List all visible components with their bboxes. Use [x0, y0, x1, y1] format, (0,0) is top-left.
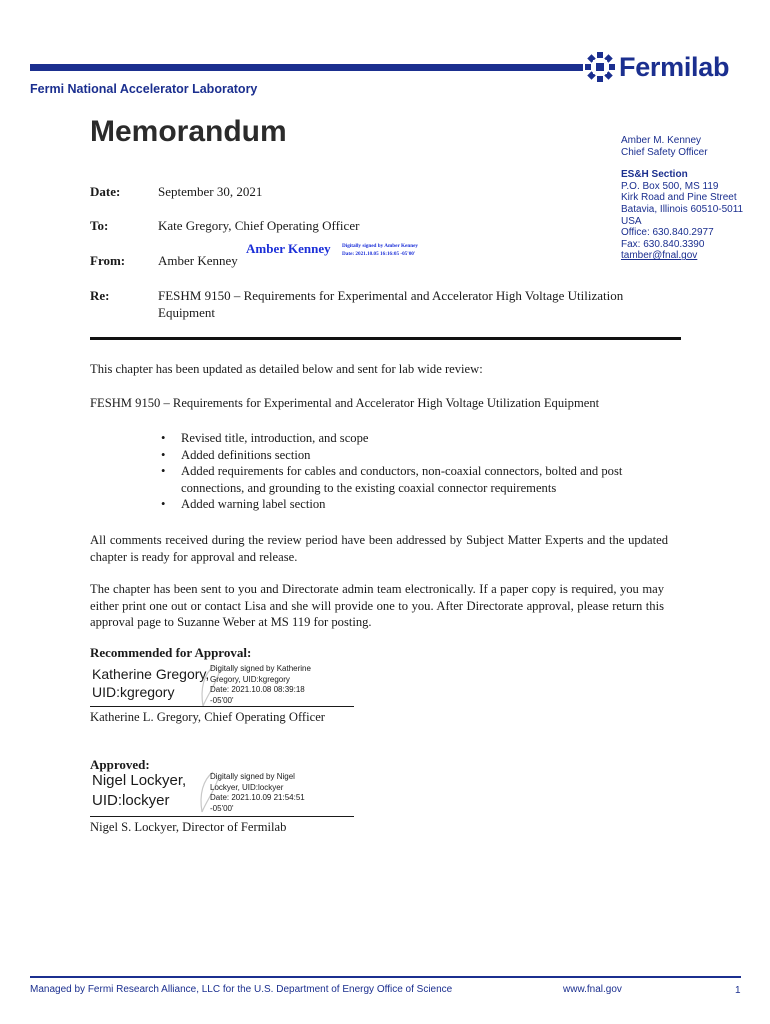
- sender-office: Office: 630.840.2977: [621, 227, 714, 239]
- intro-paragraph: This chapter has been updated as detailed below and sent for lab wide review:: [90, 362, 483, 376]
- sender-name: Amber M. Kenney: [621, 135, 702, 146]
- sender-address-1: P.O. Box 500, MS 119: [621, 180, 719, 192]
- footer-managed-by: Managed by Fermi Research Alliance, LLC for the U.S. Department of Energy Office of Science: [30, 984, 453, 995]
- re-value-line-1: FESHM 9150 – Requirements for Experimental and Accelerator High Voltage Utilization: [158, 288, 624, 303]
- date-label: Date:: [90, 184, 121, 199]
- approved-label: Approved:: [90, 757, 150, 772]
- list-item: • Added requirements for cables and conductors, non-coaxial connectors, bolted and post connections, and grounding to the existing coaxial connector requirements: [161, 463, 683, 496]
- footer-website-link[interactable]: www.fnal.gov: [563, 984, 622, 995]
- to-label: To:: [90, 218, 109, 233]
- signature-block-gregory: [90, 664, 355, 710]
- from-label: From:: [90, 253, 126, 268]
- sender-email-link[interactable]: tamber@fnal.gov: [621, 250, 698, 262]
- signer-name-gregory: Katherine Gregory, UID:kgregory: [92, 666, 210, 700]
- re-value: [158, 288, 623, 321]
- approval-paragraph: The chapter has been sent to you and Directorate admin team electronically. If a paper copy is required, you may either print one out or contact Lisa and she will provide one to you. After Directorate approval, please return this approval page to Suzanne Weber at MS 119 for posting.: [90, 582, 664, 629]
- signature-meta-gregory: Digitally signed by Katherine Gregory, UID:kgregory Date: 2021.10.08 08:39:18 -05'00': [210, 664, 311, 705]
- sender-address-3: Batavia, Illinois 60510-5011: [621, 203, 744, 215]
- re-value-line-2: Equipment: [158, 304, 216, 320]
- signature-line: [90, 816, 354, 817]
- to-value: Kate Gregory, Chief Operating Officer: [158, 218, 360, 233]
- sender-role: Chief Safety Officer: [621, 146, 708, 158]
- signer-caption-lockyer: Nigel S. Lockyer, Director of Fermilab: [90, 820, 287, 834]
- re-label: Re:: [90, 288, 110, 303]
- footer-rule: [30, 976, 741, 978]
- list-item: • Added definitions section: [161, 447, 683, 464]
- signature-block-lockyer: [90, 770, 355, 816]
- header-divider: [90, 337, 681, 340]
- sender-address-2: Kirk Road and Pine Street: [621, 192, 737, 204]
- fermilab-logo: [585, 50, 729, 84]
- fermilab-logo-icon: [585, 52, 615, 82]
- signer-name-lockyer: Nigel Lockyer, UID:lockyer: [92, 772, 187, 809]
- from-digital-signature-name: Amber Kenney: [246, 241, 331, 256]
- signature-line: [90, 706, 354, 707]
- signer-caption-gregory: Katherine L. Gregory, Chief Operating Officer: [90, 710, 325, 724]
- date-value: September 30, 2021: [158, 184, 263, 199]
- from-value: Amber Kenney: [158, 253, 238, 268]
- memo-title: Memorandum: [90, 115, 287, 148]
- change-list: [161, 430, 683, 513]
- from-digital-signature-meta: [342, 242, 418, 258]
- review-paragraph: All comments received during the review period have been addressed by Subject Matter Experts and the updated chapter is ready for approval and release.: [90, 533, 668, 564]
- from-signature-line-2: Date: 2021.10.05 16:16:05 -05'00': [342, 251, 416, 257]
- recommended-label: Recommended for Approval:: [90, 645, 252, 660]
- signature-meta-lockyer: Digitally signed by Nigel Lockyer, UID:lockyer Date: 2021.10.09 21:54:51 -05'00': [210, 772, 305, 813]
- sender-fax: Fax: 630.840.3390: [621, 238, 705, 250]
- list-item: • Revised title, introduction, and scope: [161, 430, 683, 447]
- page-number: 1: [735, 985, 741, 996]
- list-item: • Added warning label section: [161, 496, 683, 513]
- sender-block: [621, 135, 761, 262]
- sender-dept: ES&H Section: [621, 169, 688, 181]
- document-title: FESHM 9150 – Requirements for Experimental and Accelerator High Voltage Utilization Equipment: [90, 396, 600, 410]
- lab-name: Fermi National Accelerator Laboratory: [30, 82, 258, 96]
- header-rule: [30, 64, 583, 71]
- sender-country: USA: [621, 215, 642, 227]
- logo-wordmark: Fermilab: [619, 51, 730, 82]
- from-signature-line-1: Digitally signed by Amber Kenney: [342, 243, 418, 249]
